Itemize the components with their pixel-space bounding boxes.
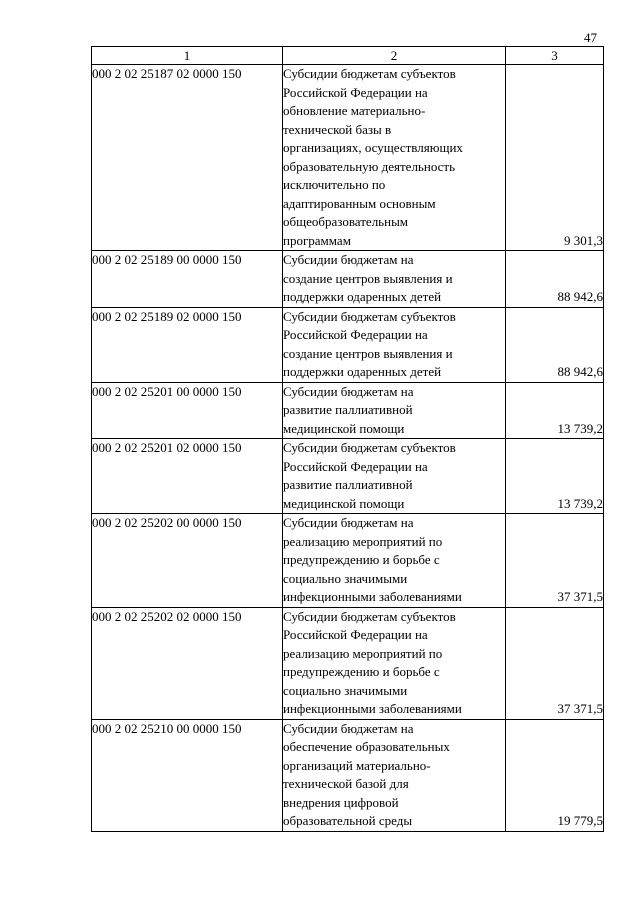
description-line: программам	[283, 232, 351, 248]
description-line: адаптированным основным	[283, 195, 436, 211]
budget-code: 000 2 02 25189 02 0000 150	[92, 307, 283, 382]
budget-code: 000 2 02 25201 00 0000 150	[92, 382, 283, 439]
description-line: инфекционными заболеваниями	[283, 701, 462, 716]
description-line: Субсидии бюджетам субъектов	[283, 440, 456, 455]
amount: 9 301,3	[506, 65, 604, 251]
description-line: обновление материально-	[283, 103, 426, 118]
description-line: технической базы в	[283, 121, 392, 137]
description-line: организаций материально-	[283, 757, 431, 773]
description	[283, 65, 506, 251]
description	[283, 439, 506, 514]
budget-code: 000 2 02 25201 02 0000 150	[92, 439, 283, 514]
amount: 37 371,5	[506, 514, 604, 608]
budget-code: 000 2 02 25210 00 0000 150	[92, 719, 283, 831]
description-line: развитие паллиативной	[283, 402, 413, 417]
description-line: медицинской помощи	[283, 420, 405, 436]
table-row	[92, 514, 604, 608]
description-line: Субсидии бюджетам субъектов	[283, 308, 456, 324]
description-line: медицинской помощи	[283, 495, 405, 511]
amount: 37 371,5	[506, 607, 604, 719]
header-col-1: 1	[92, 47, 283, 65]
description	[283, 251, 506, 308]
description-line: Субсидии бюджетам на	[283, 720, 414, 736]
header-row	[92, 47, 604, 65]
budget-code: 000 2 02 25189 00 0000 150	[92, 251, 283, 308]
description-line: организациях, осуществляющих	[283, 140, 463, 155]
description-line: социально значимыми	[283, 570, 408, 586]
description-line: развитие паллиативной	[283, 477, 413, 492]
description-line: обеспечение образовательных	[283, 739, 450, 754]
header-col-3: 3	[506, 47, 604, 65]
description-line: Субсидии бюджетам субъектов	[283, 66, 456, 81]
description-line: Российской Федерации на	[283, 84, 428, 100]
description-line: реализацию мероприятий по	[283, 645, 443, 661]
description-line: поддержки одаренных детей	[283, 364, 442, 379]
description-line: создание центров выявления и	[283, 345, 453, 361]
description-line: реализацию мероприятий по	[283, 533, 443, 549]
description-line: общеобразовательным	[283, 214, 409, 229]
description-line: Российской Федерации на	[283, 458, 428, 474]
table-row	[92, 382, 604, 439]
description-line: социально значимыми	[283, 682, 408, 698]
description-line: Российской Федерации на	[283, 627, 428, 642]
amount: 88 942,6	[506, 307, 604, 382]
description	[283, 307, 506, 382]
budget-code: 000 2 02 25202 00 0000 150	[92, 514, 283, 608]
amount: 13 739,2	[506, 439, 604, 514]
description-line: инфекционными заболеваниями	[283, 589, 462, 604]
description-line: предупреждению и борьбе с	[283, 664, 440, 679]
description	[283, 514, 506, 608]
description	[283, 607, 506, 719]
description-line: предупреждению и борьбе с	[283, 552, 440, 567]
description-line: Субсидии бюджетам на	[283, 515, 414, 530]
description	[283, 382, 506, 439]
table-row	[92, 65, 604, 251]
budget-table	[91, 46, 604, 832]
description-line: внедрения цифровой	[283, 794, 399, 810]
description	[283, 719, 506, 831]
description-line: Субсидии бюджетам субъектов	[283, 608, 456, 624]
table-row	[92, 719, 604, 831]
budget-code: 000 2 02 25202 02 0000 150	[92, 607, 283, 719]
table-row	[92, 439, 604, 514]
description-line: образовательную деятельность	[283, 158, 456, 174]
table-row	[92, 607, 604, 719]
table-body	[92, 65, 604, 832]
description-line: Субсидии бюджетам на	[283, 252, 414, 267]
table-row	[92, 307, 604, 382]
description-line: образовательной среды	[283, 813, 413, 828]
description-line: Субсидии бюджетам на	[283, 383, 414, 399]
page-number: 47	[584, 30, 597, 45]
description-line: технической базой для	[283, 776, 409, 791]
table-row	[92, 251, 604, 308]
budget-code: 000 2 02 25187 02 0000 150	[92, 65, 283, 251]
description-line: поддержки одаренных детей	[283, 289, 442, 304]
amount: 19 779,5	[506, 719, 604, 831]
description-line: Российской Федерации на	[283, 327, 428, 342]
amount: 13 739,2	[506, 382, 604, 439]
table-header	[92, 47, 604, 65]
description-line: создание центров выявления и	[283, 270, 453, 286]
header-col-2: 2	[283, 47, 506, 65]
amount: 88 942,6	[506, 251, 604, 308]
description-line: исключительно по	[283, 177, 386, 192]
